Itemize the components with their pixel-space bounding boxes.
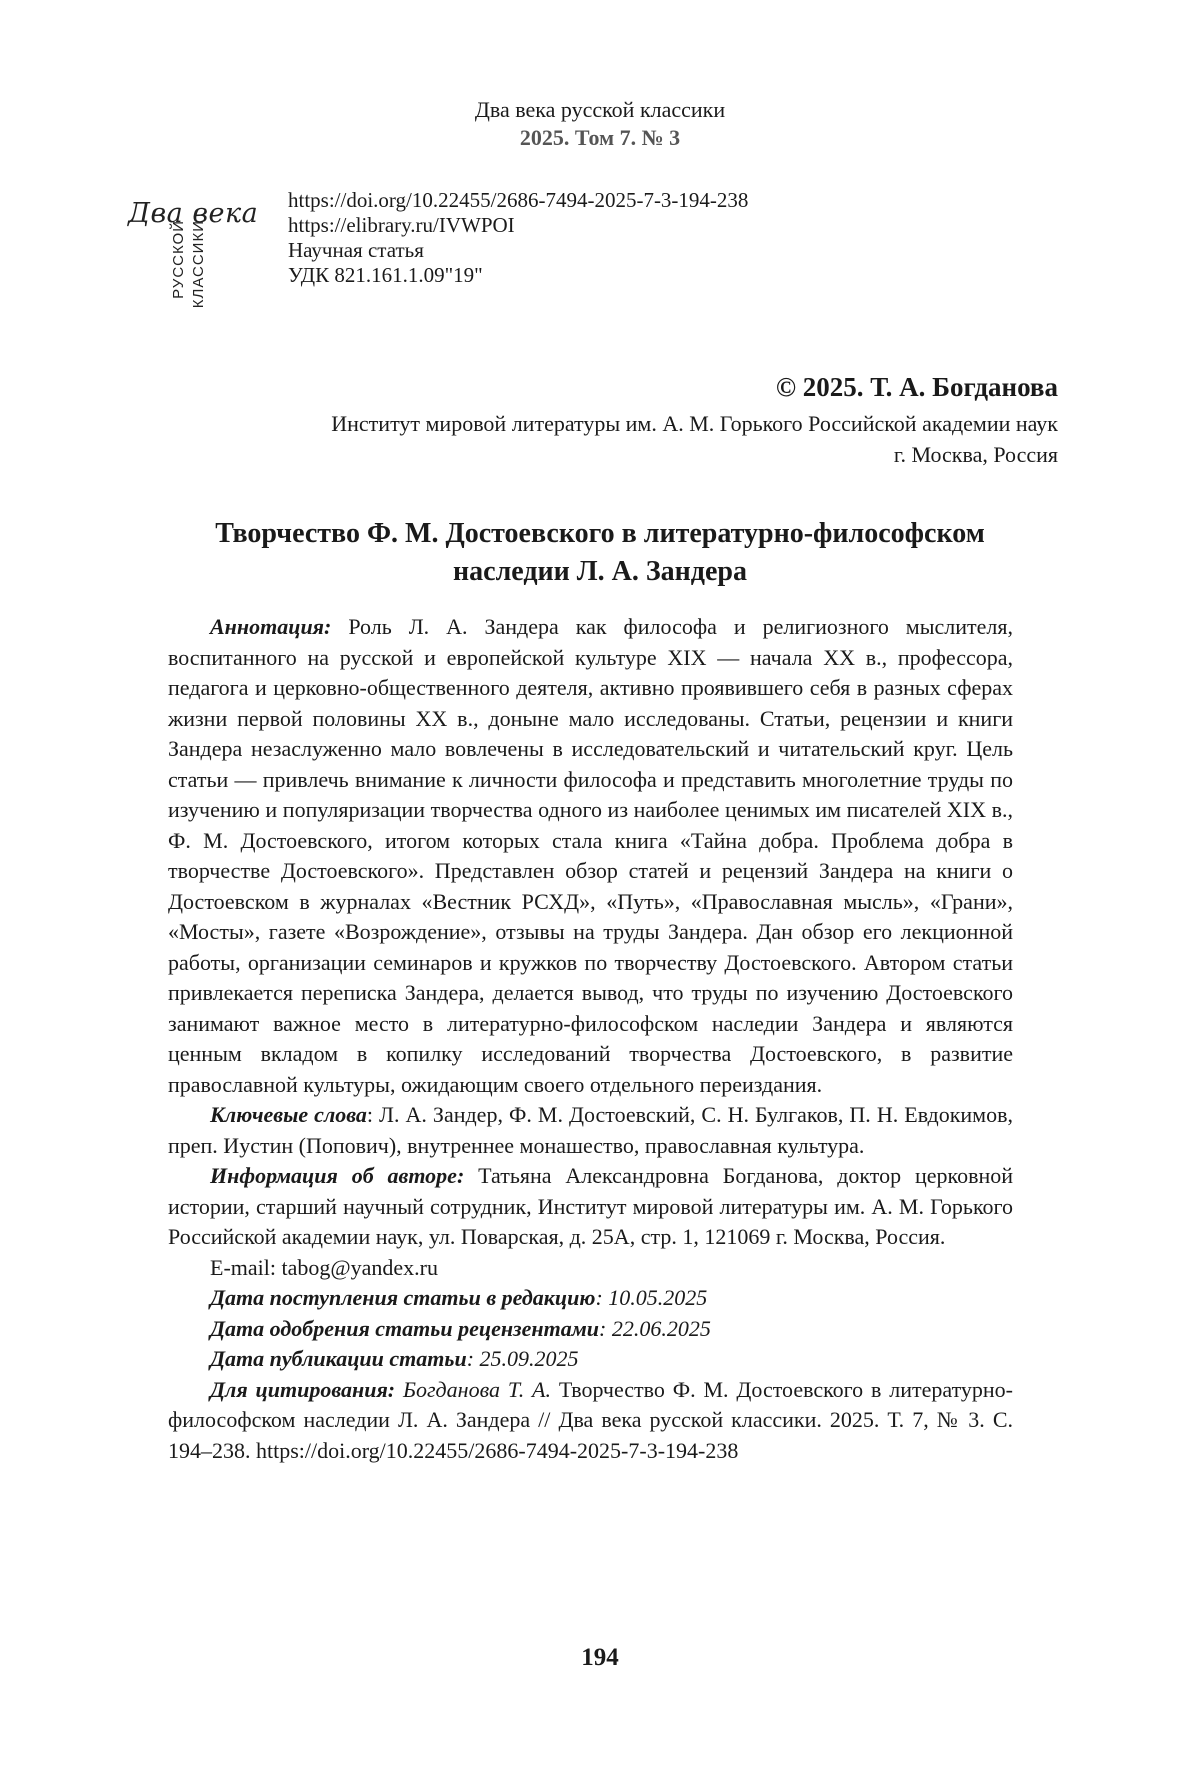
article-title (150, 515, 1050, 591)
author-email[interactable]: E-mail: tabog@yandex.ru (168, 1253, 1013, 1284)
keywords-paragraph (168, 1100, 1013, 1161)
author-info-paragraph (168, 1161, 1013, 1253)
abstract-paragraph (168, 612, 1013, 1100)
logo-script-text: Два века (128, 198, 258, 229)
author-affiliation-block (331, 408, 1058, 470)
udk-code: УДК 821.161.1.09"19" (288, 263, 748, 288)
abstract-label: Аннотация: (210, 614, 331, 639)
date-approved (168, 1314, 1013, 1345)
article-title-line-2: наследии Л. А. Зандера (150, 553, 1050, 591)
date-published (168, 1344, 1013, 1375)
article-meta (288, 188, 748, 288)
keywords-text: : Л. А. Зандер, Ф. М. Достоевский, С. Н. Булгаков, П. Н. Евдокимов, преп. Иустин (Попович), внутреннее монашество, православная культура. (168, 1102, 1013, 1158)
citation-text: Творчество Ф. М. Достоевского в литературно-философском наследии Л. А. Зандера // Два века русской классики. 2025. Т. 7, № 3. С. 194–238. https://doi.org/10.22455/2686-7494-2025-7-3-194-238 (168, 1377, 1013, 1463)
journal-issue: 2025. Том 7. № 3 (0, 124, 1200, 152)
citation-paragraph (168, 1375, 1013, 1467)
elibrary-link[interactable]: https://elibrary.ru/IVWPOI (288, 213, 748, 238)
date-received-label: Дата поступления статьи в редакцию (210, 1285, 595, 1310)
date-published-value: : 25.09.2025 (467, 1346, 579, 1371)
article-title-line-1: Творчество Ф. М. Достоевского в литературно-философском (150, 515, 1050, 553)
running-header (0, 96, 1200, 152)
author-affiliation: Институт мировой литературы им. А. М. Горького Российской академии наук (331, 408, 1058, 439)
author-info-label: Информация об авторе: (210, 1163, 464, 1188)
date-approved-label: Дата одобрения статьи рецензентами (210, 1316, 599, 1341)
article-type: Научная статья (288, 238, 748, 263)
article-front-matter (168, 612, 1013, 1466)
journal-name: Два века русской классики (0, 96, 1200, 124)
doi-link[interactable]: https://doi.org/10.22455/2686-7494-2025-7-3-194-238 (288, 188, 748, 213)
author-copyright: © 2025. Т. А. Богданова (776, 372, 1058, 403)
date-published-label: Дата публикации статьи (210, 1346, 467, 1371)
citation-author: Богданова Т. А. (403, 1377, 551, 1402)
author-info-text: Татьяна Александровна Богданова, доктор церковной истории, старший научный сотрудник, Институт мировой литературы им. А. М. Горького Российской академии наук, ул. Поварская, д. 25А, стр. 1, 121069 г. Москва, Россия. (168, 1163, 1013, 1249)
page-number: 194 (0, 1644, 1200, 1672)
author-city: г. Москва, Россия (331, 439, 1058, 470)
abstract-text: Роль Л. А. Зандера как философа и религиозного мыслителя, воспитанного на русской и европейской культуре XIX — начала XX в., профессора, педагога и церковно-общественного деятеля, активно проявившего себя в разных сферах жизни первой половины XX в., доныне мало исследованы. Статьи, рецензии и книги Зандера незаслуженно мало вовлечены в исследовательский и читательский круг. Цель статьи — привлечь внимание к личности философа и представить многолетние труды по изучению и популяризации творчества одного из наиболее ценимых им писателей XIX в., Ф. М. Достоевского, итогом которых стала книга «Тайна добра. Проблема добра в творчестве Достоевского». Представлен обзор статей и рецензий Зандера на книги о Достоевском в журналах «Вестник РСХД», «Путь», «Православная мысль», «Грани», «Мосты», газете «Возрождение», отзывы на труды Зандера. Дан обзор его лекционной работы, организации семинаров и кружков по творчеству Достоевского. Автором статьи привлекается переписка Зандера, делается вывод, что труды по изучению Достоевского занимают важное место в литературно-философском наследии Зандера и являются ценным вкладом в копилку исследований творчества Достоевского, в развитие православной культуры, ожидающим своего отдельного переиздания. (168, 614, 1013, 1097)
keywords-label: Ключевые слова (210, 1102, 367, 1127)
journal-logo (128, 198, 248, 318)
date-received (168, 1283, 1013, 1314)
logo-vertical-text-1: РУССКОЙ (170, 220, 187, 299)
date-received-value: : 10.05.2025 (595, 1285, 707, 1310)
citation-label: Для цитирования: (210, 1377, 395, 1402)
date-approved-value: : 22.06.2025 (599, 1316, 711, 1341)
logo-vertical-text-2: КЛАССИКИ (190, 220, 207, 308)
